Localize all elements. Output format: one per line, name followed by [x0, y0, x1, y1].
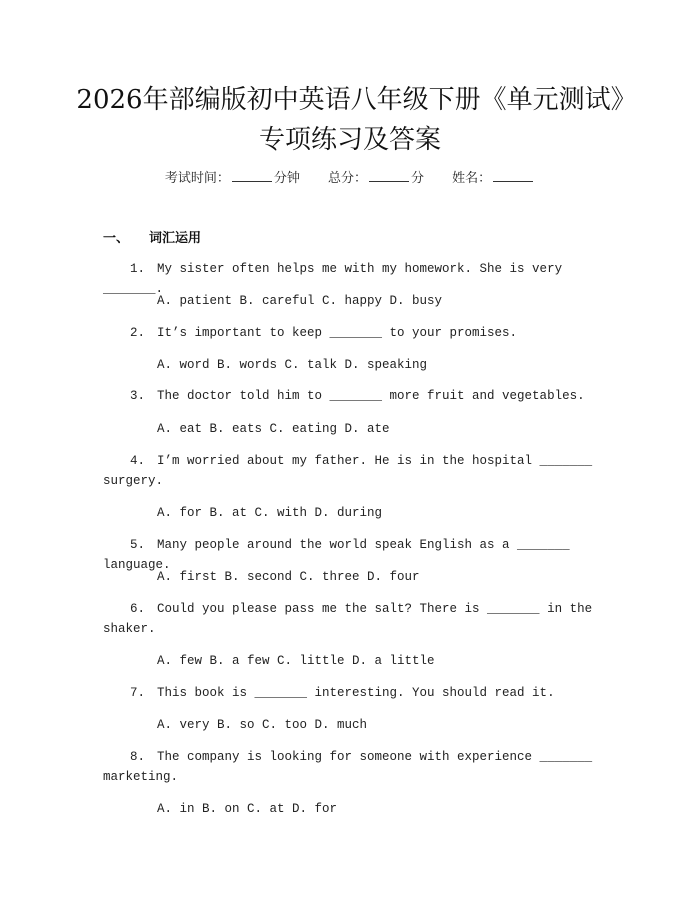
- question-3-options: A. eat B. eats C. eating D. ate: [157, 422, 390, 436]
- name-field: [452, 169, 535, 188]
- section-title: 词汇运用: [149, 231, 202, 246]
- question-number: 4.: [130, 454, 146, 468]
- question-text: I’m worried about my father. He is in the hospital _______ surgery.: [103, 454, 593, 488]
- exam-time-blank: [232, 169, 272, 182]
- question-6: [103, 599, 613, 639]
- question-text: My sister often helps me with my homework. She is very _______.: [103, 262, 563, 296]
- name-blank: [493, 169, 533, 182]
- exam-time-field: [165, 169, 300, 188]
- question-number: 1.: [130, 262, 146, 276]
- question-number: 7.: [130, 686, 146, 700]
- question-text: Could you please pass me the salt? There is _______ in the shaker.: [103, 602, 593, 636]
- question-number: 5.: [130, 538, 146, 552]
- question-number: 3.: [130, 389, 146, 403]
- question-text: Many people around the world speak English as a _______ language.: [103, 538, 570, 572]
- question-7: [103, 683, 613, 703]
- question-1-options: A. patient B. careful C. happy D. busy: [157, 294, 443, 308]
- section-number: 一、: [103, 231, 130, 246]
- question-number: 6.: [130, 602, 146, 616]
- question-8-options: A. in B. on C. at D. for: [157, 802, 338, 816]
- question-4: [103, 451, 613, 491]
- question-4-options: A. for B. at C. with D. during: [157, 506, 383, 520]
- question-6-options: A. few B. a few C. little D. a little: [157, 654, 435, 668]
- total-score-blank: [369, 169, 409, 182]
- exam-time-unit: 分钟: [273, 171, 300, 186]
- question-3: [103, 386, 613, 406]
- question-text: This book is _______ interesting. You should read it.: [157, 686, 555, 700]
- question-number: 2.: [130, 326, 146, 340]
- question-text: The company is looking for someone with experience _______ marketing.: [103, 750, 593, 784]
- exam-time-label: 考试时间：: [164, 171, 230, 186]
- name-label: 姓名：: [452, 171, 492, 186]
- question-text: The doctor told him to _______ more fruit and vegetables.: [157, 389, 585, 403]
- total-score-label: 总分：: [327, 171, 367, 186]
- total-score-unit: 分: [411, 171, 425, 186]
- question-5-options: A. first B. second C. three D. four: [157, 570, 420, 584]
- question-text: It’s important to keep _______ to your promises.: [157, 326, 518, 340]
- question-number: 8.: [130, 750, 146, 764]
- total-score-field: [328, 169, 424, 188]
- section-heading: [103, 230, 201, 248]
- document-title: 2026年部编版初中英语八年级下册《单元测试》专项练习及答案: [76, 85, 624, 155]
- question-7-options: A. very B. so C. too D. much: [157, 718, 368, 732]
- question-2: [103, 323, 613, 343]
- question-8: [103, 747, 613, 787]
- exam-info-line: [0, 169, 700, 188]
- question-2-options: A. word B. words C. talk D. speaking: [157, 358, 428, 372]
